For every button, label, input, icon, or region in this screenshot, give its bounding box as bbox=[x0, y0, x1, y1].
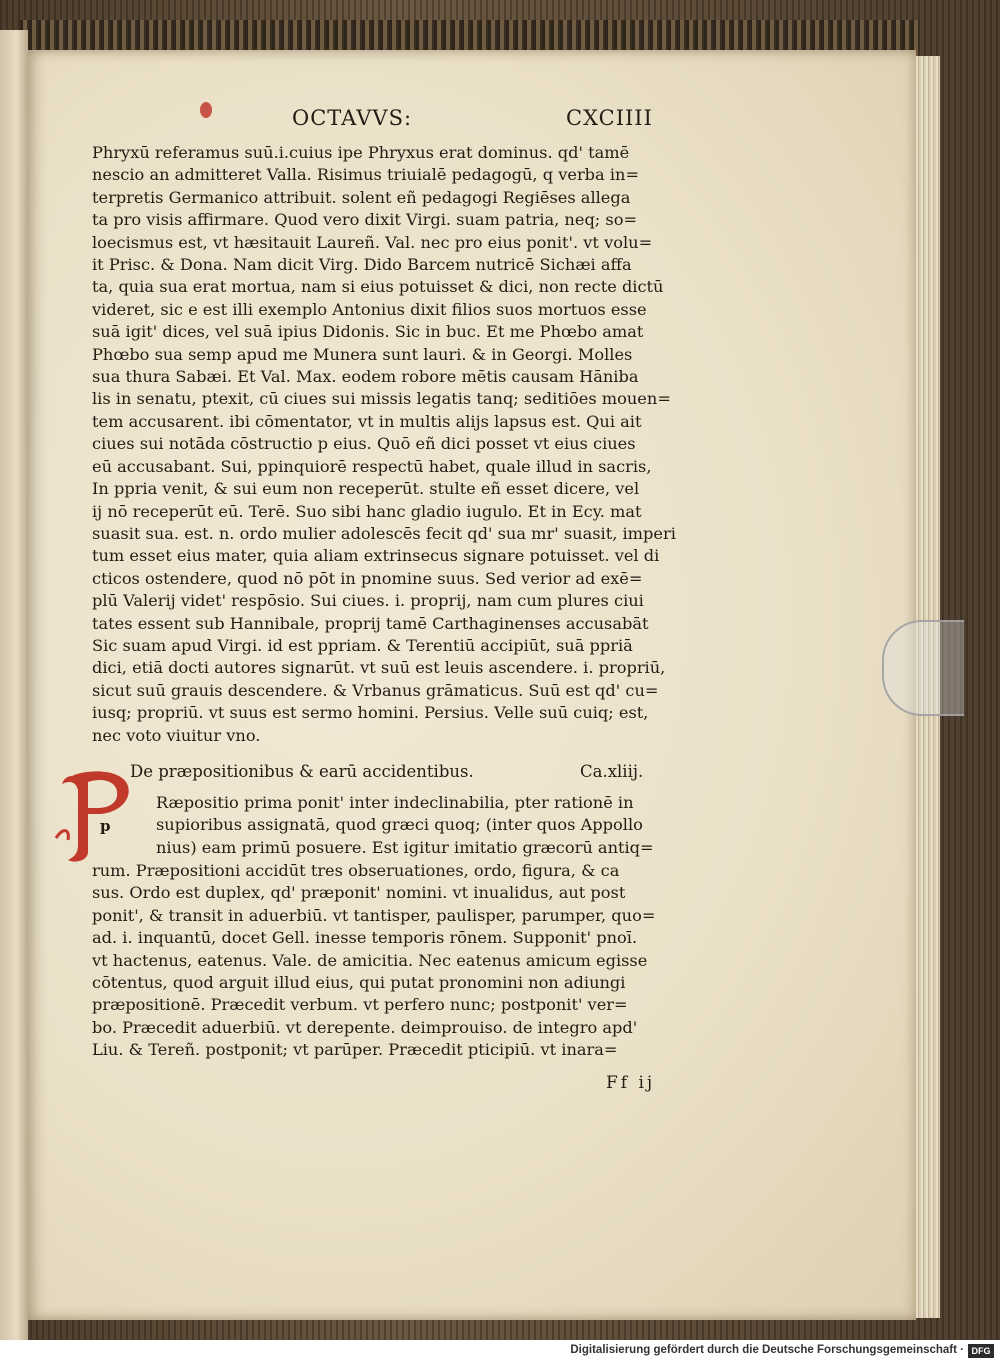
text-line: ta pro visis affirmare. Quod vero dixit Virgi. suam patria, neq; so= bbox=[92, 210, 638, 230]
text-line: Phœbo sua semp apud me Munera sunt lauri. & in Georgi. Molles bbox=[92, 344, 633, 364]
text-line: nius) eam primū posuere. Est igitur imitatio græcorū antiq= bbox=[156, 837, 654, 857]
text-line: ciues sui notāda cōstructio p eius. Quō eñ dici posset vt eius ciues bbox=[92, 434, 636, 454]
page-clip bbox=[882, 620, 964, 716]
chapter-heading: De præpositionibus & earū accidentibus. bbox=[130, 762, 474, 781]
text-line: nescio an admitteret Valla. Risimus triuialē pedagogū, q verba in= bbox=[92, 165, 640, 185]
text-line: ij nō receperūt eū. Terē. Suo sibi hanc gladio iugulo. Et in Ecy. mat bbox=[92, 501, 642, 521]
text-line: sua thura Sabæi. Et Val. Max. eodem robore mētis causam Hāniba bbox=[92, 367, 639, 387]
chapter-number: Ca.xliij. bbox=[580, 762, 644, 781]
text-line: ta, quia sua erat mortua, nam si eius potuisset & dici, non recte dictū bbox=[92, 277, 664, 297]
text-line: videret, sic e est illi exemplo Antonius dixit filios suos mortuos esse bbox=[92, 299, 647, 319]
text-line: bo. Præcedit aduerbiū. vt derepente. deimprouiso. de integro apd' bbox=[92, 1017, 638, 1037]
footer-credit: Digitalisierung gefördert durch die Deutsche Forschungsgemeinschaft · bbox=[570, 1344, 964, 1356]
text-line: Liu. & Tereñ. postponit; vt parūper. Præcedit pticipiū. vt inara= bbox=[92, 1040, 618, 1060]
text-line: eū accusabant. Sui, ppinquiorē respectū habet, quale illud in sacris, bbox=[92, 456, 652, 476]
text-line: Sic suam apud Virgi. id est ppriam. & Terentiū accipiūt, suā ppriā bbox=[92, 635, 633, 655]
text-line: tem accusarent. ibi cōmentator, vt in multis alijs lapsus est. Qui ait bbox=[92, 411, 642, 431]
text-line: suasit sua. est. n. ordo mulier adolescēs fecit qd' sua mr' suasit, imperi bbox=[92, 523, 676, 543]
text-line: tum esset eius mater, quia aliam extrinsecus signare potuisset. vel di bbox=[92, 546, 660, 566]
text-line: vt hactenus, eatenus. Vale. de amicitia. Nec eatenus amicum egisse bbox=[92, 950, 648, 970]
guide-letter: p bbox=[100, 817, 111, 835]
text-line: Phryxū referamus suū.i.cuius ipe Phryxus erat dominus. qd' tamē bbox=[92, 143, 630, 162]
text-line: suā igit' dices, vel suā ipius Didonis. Sic in buc. Et me Phœbo amat bbox=[92, 322, 644, 342]
folio-number: CXCIIII bbox=[566, 106, 653, 130]
text-line: ad. i. inquantū, docet Gell. inesse temporis rōnem. Supponit' pnoī. bbox=[92, 928, 638, 948]
text-line: cticos ostendere, quod nō pōt in pnomine suus. Sed verior ad exē= bbox=[92, 568, 643, 588]
footer-bar bbox=[0, 1340, 1000, 1363]
text-line: sus. Ordo est duplex, qd' præponit' nomini. vt inualidus, aut post bbox=[92, 883, 626, 903]
text-line: loecismus est, vt hæsitauit Laureñ. Val. nec pro eius ponit'. vt volu= bbox=[92, 232, 653, 252]
text-line: dici, etiā docti autores signarūt. vt suū est leuis ascendere. i. propriū, bbox=[92, 658, 666, 678]
text-line: In ppria venit, & sui eum non receperūt. stulte eñ esset dicere, vel bbox=[92, 479, 640, 499]
text-block-initial bbox=[156, 792, 716, 859]
text-line: tates essent sub Hannibale, proprij tamē Carthaginenses accusabāt bbox=[92, 613, 649, 633]
text-line: ponit', & transit in aduerbiū. vt tantisper, paulisper, parumper, quo= bbox=[92, 905, 656, 925]
text-line: cōtentus, quod arguit illud eius, qui putat pronomini non adiungi bbox=[92, 973, 626, 993]
text-line: lis in senatu, ptexit, cū ciues sui missis legatis tanq; seditiōes mouen= bbox=[92, 389, 671, 409]
text-line: nec voto viuitur vno. bbox=[92, 725, 261, 745]
text-line: terpretis Germanico attribuit. solent eñ pedagogi Regiēses allega bbox=[92, 187, 631, 207]
text-line: sicut suū grauis descendere. & Vrbanus grāmaticus. Suū est qd' cu= bbox=[92, 680, 659, 700]
text-line: it Prisc. & Dona. Nam dicit Virg. Dido Barcem nutricē Sichæi affa bbox=[92, 255, 632, 275]
text-line: Ræpositio prima ponit' inter indeclinabilia, pter rationē in bbox=[156, 793, 634, 812]
text-line: præpositionē. Præcedit verbum. vt perfero nunc; postponit' ver= bbox=[92, 995, 628, 1015]
text-line: iusq; propriū. vt suus est sermo homini. Persius. Velle suū cuiq; est, bbox=[92, 703, 649, 723]
text-block-chapter bbox=[92, 860, 716, 1062]
signature-mark: Ff ij bbox=[606, 1073, 656, 1093]
red-mark bbox=[200, 102, 212, 118]
text-line: plū Valerij videt' respōsio. Sui ciues. i. proprij, nam cum plures ciui bbox=[92, 591, 644, 611]
rubricated-initial-p bbox=[54, 768, 134, 868]
text-line: rum. Præpositioni accidūt tres obseruationes, ordo, figura, & ca bbox=[92, 861, 620, 880]
running-head: OCTAVVS: bbox=[292, 106, 413, 130]
text-line: supioribus assignatā, quod græci quoq; (inter quos Appollo bbox=[156, 815, 643, 835]
facing-page-edge bbox=[0, 30, 28, 1340]
text-block-main bbox=[92, 142, 716, 747]
dfg-logo: DFG bbox=[968, 1344, 994, 1358]
